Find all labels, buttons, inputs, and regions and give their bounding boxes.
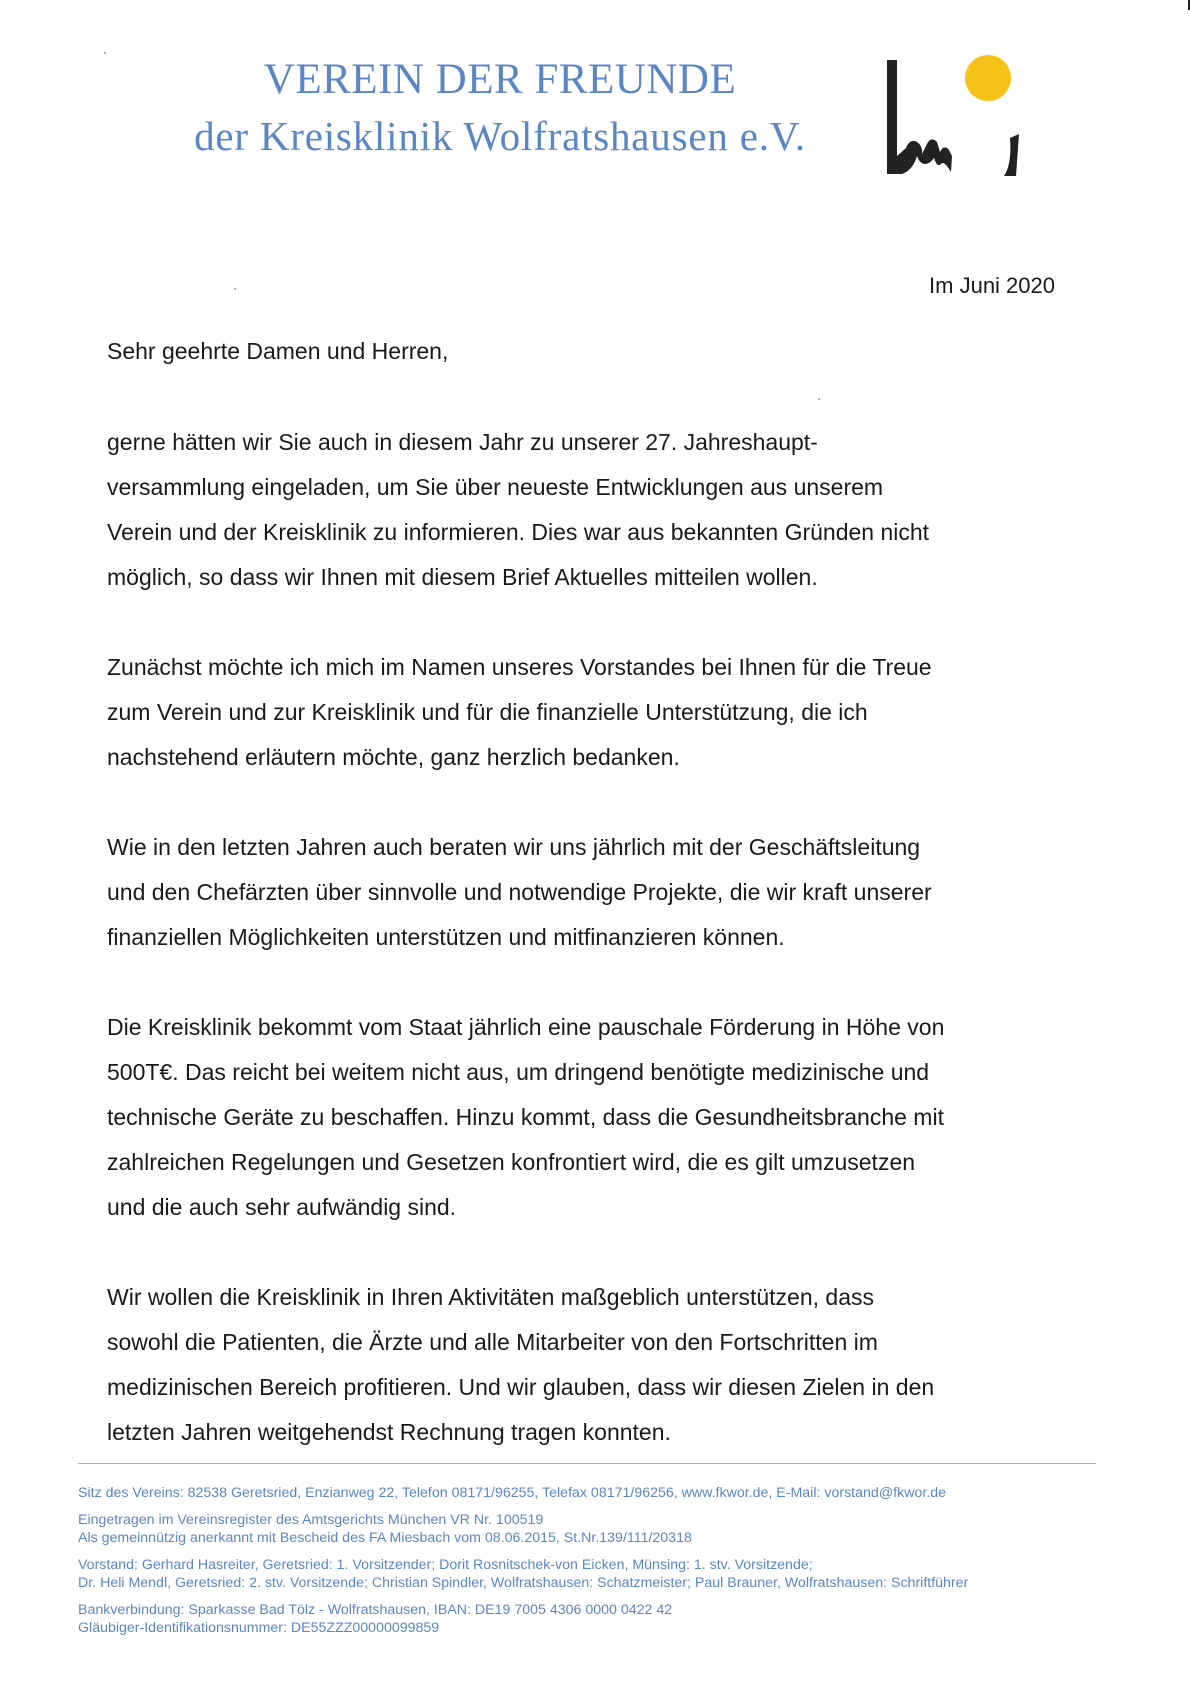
text-line: sowohl die Patienten, die Ärzte und alle Mitarbeiter von den Fortschritten im bbox=[107, 1329, 878, 1355]
text-line: und die auch sehr aufwändig sind. bbox=[107, 1194, 457, 1220]
text-line: medizinischen Bereich profitieren. Und wir glauben, dass wir diesen Zielen in den bbox=[107, 1374, 935, 1400]
footer-register-line: Als gemeinnützig anerkannt mit Bescheid des FA Miesbach vom 08.06.2015, St.Nr.139/111/20318 bbox=[78, 1530, 692, 1546]
paragraph bbox=[107, 1275, 1082, 1455]
footer-bank-block bbox=[78, 1601, 1138, 1637]
text-line: Verein und der Kreisklinik zu informieren. Dies war aus bekannten Gründen nicht bbox=[107, 519, 930, 545]
logo-mark-icon bbox=[887, 60, 952, 174]
text-line: Wir wollen die Kreisklinik in Ihren Aktivitäten maßgeblich unterstützen, dass bbox=[107, 1284, 875, 1310]
text-line: Zunächst möchte ich mich im Namen unseres Vorstandes bei Ihnen für die Treue bbox=[107, 654, 932, 680]
footer-board-line: Dr. Heli Mendl, Geretsried: 2. stv. Vorsitzende; Christian Spindler, Wolfratshausen: Schatzmeister; Paul Brauner, Wolfratshausen: Schriftführer bbox=[78, 1575, 969, 1591]
text-line: zum Verein und zur Kreisklinik und für die finanzielle Unterstützung, die ich bbox=[107, 699, 868, 725]
footer-register-block bbox=[78, 1511, 1138, 1547]
scan-speck bbox=[818, 398, 820, 400]
text-line: Wie in den letzten Jahren auch beraten wir uns jährlich mit der Geschäftsleitung bbox=[107, 834, 921, 860]
text-line: letzten Jahren weitgehendst Rechnung tragen konnten. bbox=[107, 1419, 671, 1445]
text-line: nachstehend erläutern möchte, ganz herzlich bedanken. bbox=[107, 744, 680, 770]
text-line: Die Kreisklinik bekommt vom Staat jährlich eine pauschale Förderung in Höhe von bbox=[107, 1014, 945, 1040]
text-line: zahlreichen Regelungen und Gesetzen konfrontiert wird, die es gilt umzusetzen bbox=[107, 1149, 916, 1175]
footer-board-line: Vorstand: Gerhard Hasreiter, Geretsried: 1. Vorsitzender; Dorit Rosnitschek-von Eicken, Münsing: 1. stv. Vorsitzende; bbox=[78, 1557, 813, 1573]
footer-address-block bbox=[78, 1484, 1138, 1502]
text-line: 500T€. Das reicht bei weitem nicht aus, um dringend benötigte medizinische und bbox=[107, 1059, 930, 1085]
letter-body bbox=[107, 420, 1082, 1500]
paragraph bbox=[107, 1005, 1082, 1230]
paragraph bbox=[107, 420, 1082, 600]
logo-sun-icon bbox=[965, 55, 1011, 101]
letterhead-title-line1: VEREIN DER FREUNDE bbox=[263, 56, 737, 103]
footer-bank-line: Bankverbindung: Sparkasse Bad Tölz - Wolfratshausen, IBAN: DE19 7005 4306 0000 0422 42 bbox=[78, 1602, 673, 1618]
paragraph bbox=[107, 825, 1082, 960]
scan-speck bbox=[104, 52, 106, 54]
kreisklinik-logo-icon bbox=[880, 52, 1030, 177]
footer-divider bbox=[78, 1463, 1096, 1464]
text-line: gerne hätten wir Sie auch in diesem Jahr zu unserer 27. Jahreshaupt- bbox=[107, 429, 818, 455]
footer-bank-line: Gläubiger-Identifikationsnummer: DE55ZZZ00000099859 bbox=[78, 1620, 440, 1636]
footer-register-line: Eingetragen im Vereinsregister des Amtsgerichts München VR Nr. 100519 bbox=[78, 1512, 544, 1528]
footer-address: Sitz des Vereins: 82538 Geretsried, Enzianweg 22, Telefon 08171/96255, Telefax 08171/96256, www.fkwor.de, E-Mail: vorstand@fkwor.de bbox=[78, 1485, 947, 1501]
paragraph bbox=[107, 645, 1082, 780]
letter-date: Im Juni 2020 bbox=[929, 273, 1055, 298]
text-line: möglich, so dass wir Ihnen mit diesem Brief Aktuelles mitteilen wollen. bbox=[107, 564, 818, 590]
text-line: versammlung eingeladen, um Sie über neueste Entwicklungen aus unserem bbox=[107, 474, 884, 500]
letter-footer bbox=[78, 1484, 1138, 1646]
footer-board-block bbox=[78, 1556, 1138, 1592]
salutation: Sehr geehrte Damen und Herren, bbox=[107, 338, 449, 364]
scan-speck bbox=[234, 288, 236, 290]
letterhead-title bbox=[140, 52, 860, 164]
text-line: technische Geräte zu beschaffen. Hinzu kommt, dass die Gesundheitsbranche mit bbox=[107, 1104, 944, 1130]
text-line: und den Chefärzten über sinnvolle und notwendige Projekte, die wir kraft unserer bbox=[107, 879, 932, 905]
text-line: finanziellen Möglichkeiten unterstützen und mitfinanzieren können. bbox=[107, 924, 785, 950]
logo-mark-stroke-icon bbox=[1004, 134, 1019, 176]
letterhead-title-line2: der Kreisklinik Wolfratshausen e.V. bbox=[194, 113, 806, 159]
